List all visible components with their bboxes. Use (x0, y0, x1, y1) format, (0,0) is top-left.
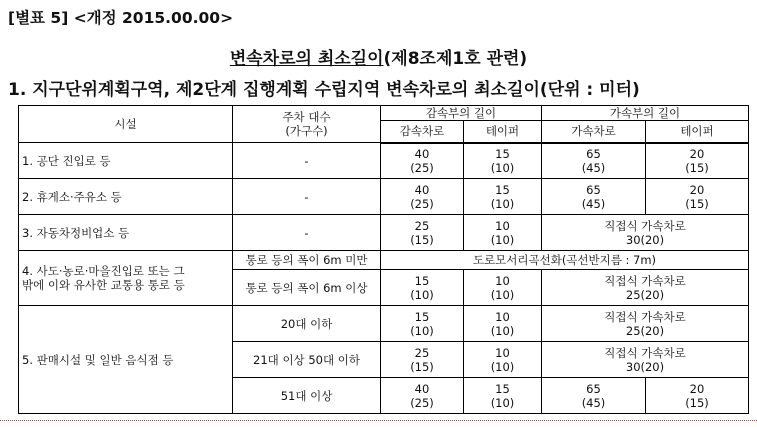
accel-taper-cell: 20 (15) (646, 143, 749, 179)
title-main: 변속차로의 최소길이 (229, 49, 384, 69)
accel-merged-cell: 직접식 가속차로 25(20) (542, 270, 749, 306)
accel-taper-cell: 20 (15) (646, 179, 749, 215)
decel-lane-cell: 15 (10) (381, 270, 464, 306)
col-accel-lane: 가속차로 (542, 121, 646, 143)
decel-taper-cell: 10 (10) (464, 306, 542, 342)
facility-cell: 3. 자동차정비업소 등 (19, 215, 233, 251)
merged-note-cell: 도로모서리곡선화(곡선반지름 : 7m) (381, 251, 749, 270)
decel-lane-cell: 25 (15) (381, 215, 464, 251)
decel-taper-cell: 15 (10) (464, 179, 542, 215)
accel-lane-cell: 65 (45) (542, 179, 646, 215)
parking-cell: 51대 이상 (233, 378, 381, 414)
col-decel-taper: 테이퍼 (464, 121, 542, 143)
col-decel-header: 감속부의 길이 (381, 106, 542, 121)
decel-taper-cell: 10 (10) (464, 270, 542, 306)
decel-taper-cell: 15 (10) (464, 143, 542, 179)
decel-lane-cell: 40 (25) (381, 378, 464, 414)
col-accel-taper: 테이퍼 (646, 121, 749, 143)
header-row-1 (19, 106, 749, 121)
title-reference: (제8조제1호 관련) (383, 49, 528, 69)
appendix-header: [별표 5] <개정 2015.00.00> (8, 9, 234, 27)
facility-cell: 5. 판매시설 및 일반 음식점 등 (19, 306, 233, 414)
parking-header-line2: (가구수) (285, 124, 328, 138)
parking-cell: 20대 이하 (233, 306, 381, 342)
table-row (19, 215, 749, 251)
decel-lane-cell: 40 (25) (381, 143, 464, 179)
parking-cell: 통로 등의 폭이 6m 미만 (233, 251, 381, 270)
table-row (19, 306, 749, 342)
parking-cell: 통로 등의 폭이 6m 이상 (233, 270, 381, 306)
decel-lane-cell: 15 (10) (381, 306, 464, 342)
facility-cell: 1. 공단 진입로 등 (19, 143, 233, 179)
col-decel-lane: 감속차로 (381, 121, 464, 143)
document-title (0, 44, 757, 69)
facility-cell: 2. 휴게소·주유소 등 (19, 179, 233, 215)
facility-cell: 4. 사도·농로·마을진입로 또는 그 밖에 이와 유사한 교통용 통로 등 (19, 251, 233, 306)
decel-taper-cell: 10 (10) (464, 342, 542, 378)
accel-taper-cell: 20 (15) (646, 378, 749, 414)
parking-cell: - (233, 179, 381, 215)
table-row (19, 251, 749, 270)
parking-cell: 21대 이상 50대 이하 (233, 342, 381, 378)
decel-lane-cell: 40 (25) (381, 179, 464, 215)
col-parking-header (233, 106, 381, 143)
col-accel-header: 가속부의 길이 (542, 106, 749, 121)
section-subtitle: 1. 지구단위계획구역, 제2단계 집행계획 수립지역 변속차로의 최소길이(단위 : 미터) (8, 80, 640, 100)
decel-taper-cell: 15 (10) (464, 378, 542, 414)
accel-merged-cell: 직접식 가속차로 30(20) (542, 342, 749, 378)
table-row (19, 143, 749, 179)
decel-lane-cell: 25 (15) (381, 342, 464, 378)
decel-taper-cell: 10 (10) (464, 215, 542, 251)
min-length-table (18, 105, 749, 414)
col-facility-header: 시설 (19, 106, 233, 143)
parking-cell: - (233, 215, 381, 251)
accel-merged-cell: 직접식 가속차로 25(20) (542, 306, 749, 342)
accel-lane-cell: 65 (45) (542, 143, 646, 179)
accel-merged-cell: 직접식 가속차로 30(20) (542, 215, 749, 251)
parking-header-line1: 주차 대수 (282, 110, 331, 124)
accel-lane-cell: 65 (45) (542, 378, 646, 414)
table-row (19, 179, 749, 215)
page-edge-divider (0, 420, 757, 422)
parking-cell: - (233, 143, 381, 179)
